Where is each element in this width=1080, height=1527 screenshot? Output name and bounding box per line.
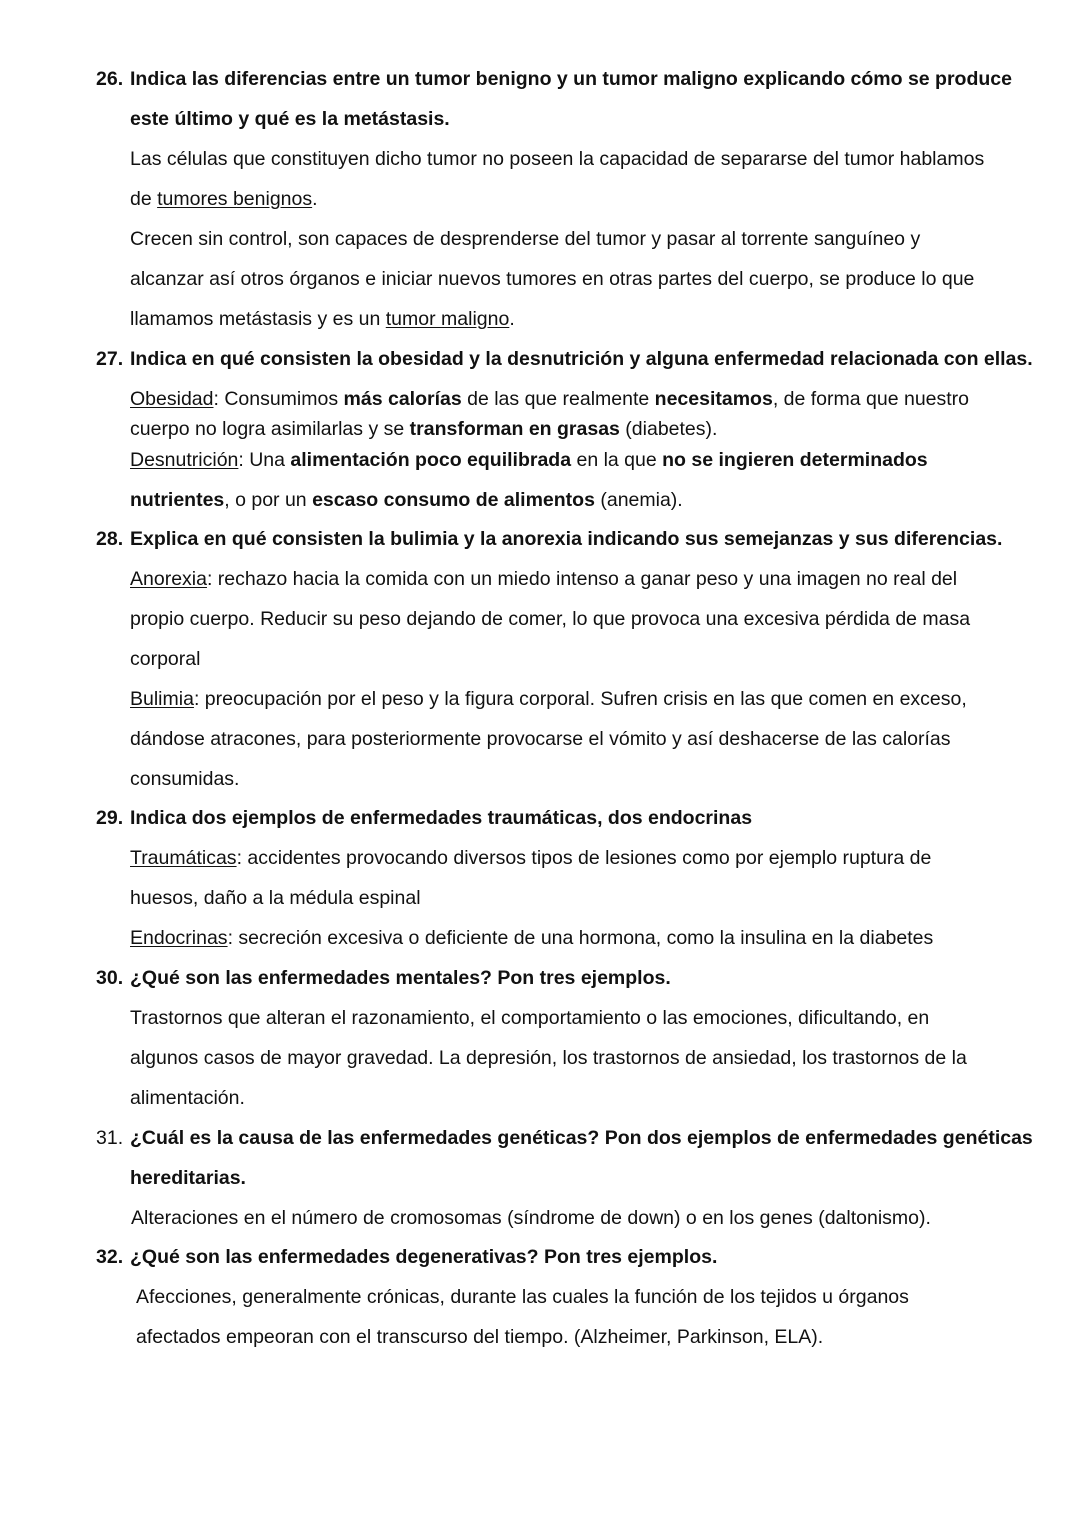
answer-30-line-1: Trastornos que alteran el razonamiento, el comportamiento o las emociones, dificultando, en bbox=[130, 1007, 930, 1029]
answer-28-line-3: corporal bbox=[130, 648, 201, 670]
answer-text: : rechazo hacia la comida con un miedo intenso a ganar peso y una imagen no real del bbox=[206, 568, 958, 590]
answer-text: , de forma que nuestro bbox=[772, 388, 970, 410]
bold-term: necesitamos bbox=[654, 388, 773, 410]
underlined-term: tumores benignos bbox=[157, 188, 313, 210]
answer-29-traumaticas bbox=[130, 845, 931, 871]
question-27 bbox=[96, 346, 1033, 372]
answer-text: . bbox=[509, 308, 515, 330]
answer-28-line-6: consumidas. bbox=[130, 768, 240, 790]
answer-29-endocrinas bbox=[130, 925, 933, 951]
answer-32-line-2: afectados empeoran con el transcurso del tiempo. (Alzheimer, Parkinson, ELA). bbox=[136, 1326, 824, 1348]
answer-26-line-2 bbox=[130, 186, 318, 212]
question-number: 31. bbox=[96, 1127, 124, 1149]
question-26 bbox=[96, 66, 1012, 92]
question-number: 28. bbox=[96, 528, 124, 550]
bold-term: no se ingieren determinados bbox=[662, 449, 928, 471]
answer-text: llamamos metástasis y es un bbox=[130, 308, 386, 330]
answer-29-line-2: huesos, daño a la médula espinal bbox=[130, 887, 421, 909]
answer-27-obesidad bbox=[130, 386, 969, 412]
answer-26-line-4: alcanzar así otros órganos e iniciar nuevos tumores en otras partes del cuerpo, se produce lo que bbox=[130, 268, 975, 290]
question-text: Explica en qué consisten la bulimia y la anorexia indicando sus semejanzas y sus diferencias. bbox=[130, 528, 1003, 550]
answer-30-line-3: alimentación. bbox=[130, 1087, 245, 1109]
question-text: ¿Qué son las enfermedades mentales? Pon tres ejemplos. bbox=[130, 967, 671, 989]
answer-26-line-1: Las células que constituyen dicho tumor no poseen la capacidad de separarse del tumor hablamos bbox=[130, 148, 985, 170]
question-number: 32. bbox=[96, 1246, 124, 1268]
answer-text: : secreción excesiva o deficiente de una hormona, como la insulina en la diabetes bbox=[227, 927, 934, 949]
question-number: 29. bbox=[96, 807, 124, 829]
question-26-cont bbox=[130, 106, 450, 132]
answer-text: en la que bbox=[571, 449, 663, 471]
question-30 bbox=[96, 965, 671, 991]
answer-text: : Consumimos bbox=[213, 388, 344, 410]
term-label: Endocrinas bbox=[130, 927, 228, 949]
bold-term: nutrientes bbox=[130, 489, 225, 511]
question-32 bbox=[96, 1244, 717, 1270]
question-text: hereditarias. bbox=[130, 1167, 246, 1189]
answer-27-desnutricion bbox=[130, 447, 928, 473]
answer-text: : preocupación por el peso y la figura corporal. Sufren crisis en las que comen en exceso, bbox=[193, 688, 967, 710]
term-label: Desnutrición bbox=[130, 449, 239, 471]
term-label: Obesidad bbox=[130, 388, 214, 410]
question-31-cont bbox=[130, 1165, 246, 1191]
bold-term: más calorías bbox=[343, 388, 462, 410]
bold-term: escaso consumo de alimentos bbox=[312, 489, 595, 511]
term-label: Bulimia bbox=[130, 688, 194, 710]
term-label: Traumáticas bbox=[130, 847, 237, 869]
underlined-term: tumor maligno bbox=[385, 308, 510, 330]
answer-28-anorexia bbox=[130, 566, 957, 592]
bold-term: transforman en grasas bbox=[409, 418, 620, 440]
question-29 bbox=[96, 805, 752, 831]
question-text: ¿Qué son las enfermedades degenerativas? Pon tres ejemplos. bbox=[130, 1246, 718, 1268]
answer-27-obesidad-cont bbox=[130, 416, 717, 442]
answer-31-line-1: Alteraciones en el número de cromosomas (síndrome de down) o en los genes (daltonismo). bbox=[131, 1207, 931, 1229]
answer-27-desnutricion-cont bbox=[130, 487, 683, 513]
question-text: ¿Cuál es la causa de las enfermedades genéticas? Pon dos ejemplos de enfermedades genéticas bbox=[130, 1127, 1033, 1149]
answer-26-line-3: Crecen sin control, son capaces de desprenderse del tumor y pasar al torrente sanguíneo y bbox=[130, 228, 921, 250]
answer-text: . bbox=[312, 188, 318, 210]
answer-26-line-5 bbox=[130, 306, 515, 332]
question-text: Indica en qué consisten la obesidad y la desnutrición y alguna enfermedad relacionada con ellas. bbox=[130, 348, 1033, 370]
question-text: Indica las diferencias entre un tumor benigno y un tumor maligno explicando cómo se produce bbox=[130, 68, 1012, 90]
question-text: Indica dos ejemplos de enfermedades traumáticas, dos endocrinas bbox=[130, 807, 753, 829]
question-number: 27. bbox=[96, 348, 124, 370]
answer-text: : accidentes provocando diversos tipos de lesiones como por ejemplo ruptura de bbox=[236, 847, 932, 869]
answer-text: : Una bbox=[238, 449, 291, 471]
answer-text: de las que realmente bbox=[461, 388, 655, 410]
answer-text: , o por un bbox=[224, 489, 313, 511]
answer-text: cuerpo no logra asimilarlas y se bbox=[130, 418, 410, 440]
answer-30-line-2: algunos casos de mayor gravedad. La depresión, los trastornos de ansiedad, los trastornos de la bbox=[130, 1047, 967, 1069]
question-text: este último y qué es la metástasis. bbox=[130, 108, 450, 130]
answer-28-line-5: dándose atracones, para posteriormente provocarse el vómito y así deshacerse de las calorías bbox=[130, 728, 951, 750]
term-label: Anorexia bbox=[130, 568, 207, 590]
answer-32-line-1: Afecciones, generalmente crónicas, durante las cuales la función de los tejidos u órganos bbox=[136, 1286, 909, 1308]
answer-text: (anemia). bbox=[594, 489, 683, 511]
question-31 bbox=[96, 1125, 1033, 1151]
answer-28-bulimia bbox=[130, 686, 967, 712]
answer-text: (diabetes). bbox=[619, 418, 718, 440]
question-number: 30. bbox=[96, 967, 124, 989]
question-number: 26. bbox=[96, 68, 124, 90]
bold-term: alimentación poco equilibrada bbox=[290, 449, 572, 471]
question-28 bbox=[96, 526, 1002, 552]
answer-text: de bbox=[130, 188, 158, 210]
answer-28-line-2: propio cuerpo. Reducir su peso dejando de comer, lo que provoca una excesiva pérdida de masa bbox=[130, 608, 971, 630]
